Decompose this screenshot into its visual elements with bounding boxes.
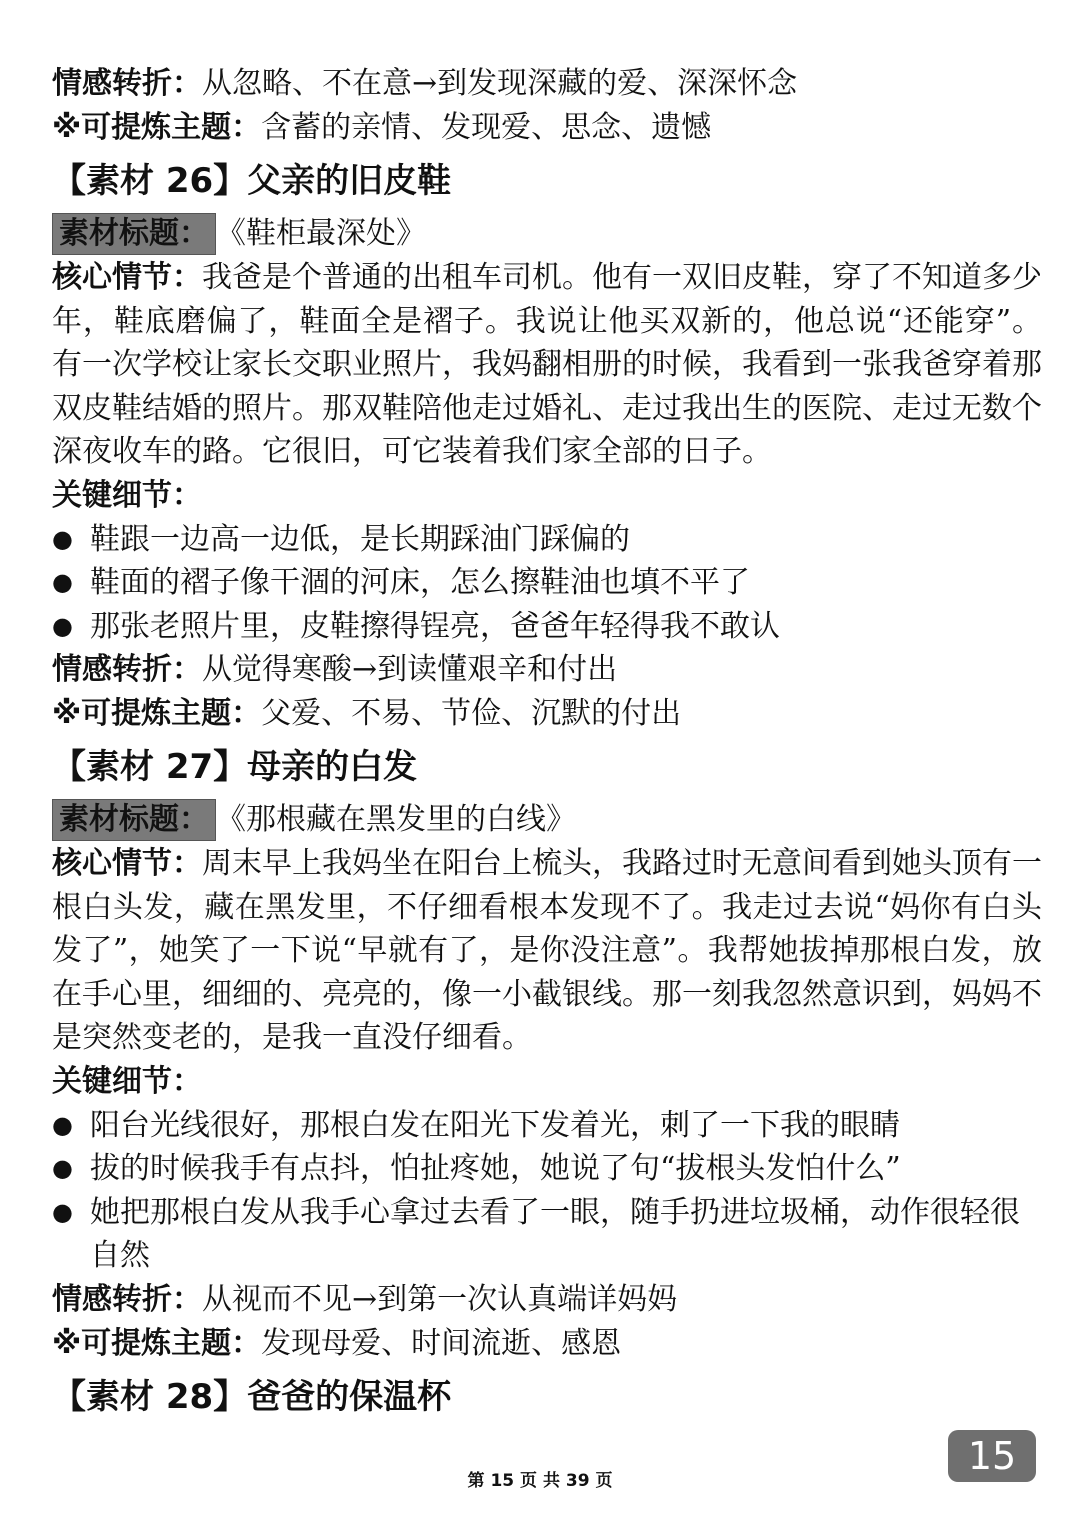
core-plot-text: 我爸是个普通的出租车司机。他有一双旧皮鞋，穿了不知道多少年，鞋底磨偏了，鞋面全是褶子。我说让他买双新的，他总说“还能穿”。有一次学校让家长交职业照片，我妈翻相册的时候，我看到一张我爸穿着那双皮鞋结婚的照片。那双鞋陪他走过婚礼、走过我出生的医院、走过无数个深夜收车的路。它很旧，可它装着我们家全部的日子。 xyxy=(52,260,1042,469)
theme-text: 发现母爱、时间流逝、感恩 xyxy=(261,1325,622,1361)
list-item-text: 阳台光线很好，那根白发在阳光下发着光，刺了一下我的眼睛 xyxy=(90,1107,900,1143)
bullet-icon: ● xyxy=(52,1197,73,1226)
material-28-heading: 【素材 28】爸爸的保温杯 xyxy=(52,1376,452,1417)
theme-label: ※可提炼主题： xyxy=(52,696,262,731)
material-title: 《鞋柜最深处》 xyxy=(216,216,426,251)
theme-label: ※可提炼主题： xyxy=(52,110,262,145)
emotion-turn-label: 情感转折： xyxy=(52,66,202,101)
list-item-text: 她把那根白发从我手心拿过去看了一眼，随手扔进垃圾桶，动作很轻很自然 xyxy=(90,1194,1020,1273)
material-27-heading: 【素材 27】母亲的白发 xyxy=(52,747,418,787)
core-plot-paragraph xyxy=(52,256,1042,474)
list-item-text: 拔的时候我手有点抖，怕扯疼她，她说了句“拔根头发怕什么” xyxy=(90,1151,901,1186)
theme-label: ※可提炼主题： xyxy=(52,1325,262,1361)
material-title-line xyxy=(52,212,1042,256)
core-plot-text: 周末早上我妈坐在阳台上梳头，我路过时无意间看到她头顶有一根白头发，藏在黑发里，不仔细看根本发现不了。我走过去说“妈你有白头发了”，她笑了一下说“早就有了，是你没注意”。我帮她拔掉那根白发，放在手心里，细细的、亮亮的，像一小截银线。那一刻我忽然意识到，妈妈不是突然变老的，是我一直没仔细看。 xyxy=(52,846,1042,1055)
key-details-label: 关键细节： xyxy=(52,477,202,513)
list-item-text: 鞋跟一边高一边低，是长期踩油门踩偏的 xyxy=(90,521,630,557)
emotion-turn-label: 情感转折： xyxy=(52,1281,202,1317)
list-item xyxy=(52,1191,1042,1278)
list-item xyxy=(52,605,1042,649)
emotion-turn-line xyxy=(52,648,1042,692)
list-item xyxy=(52,518,1042,562)
core-plot-label: 核心情节： xyxy=(52,260,202,295)
theme-text: 父爱、不易、节俭、沉默的付出 xyxy=(261,696,682,731)
list-item-text: 鞋面的褶子像干涸的河床，怎么擦鞋油也填不平了 xyxy=(90,565,750,600)
emotion-turn-line xyxy=(52,62,1042,106)
bullet-icon: ● xyxy=(52,611,73,640)
material-26-heading: 【素材 26】父亲的旧皮鞋 xyxy=(52,161,452,201)
core-plot-paragraph xyxy=(52,842,1042,1060)
list-item xyxy=(52,1147,1042,1191)
document-page xyxy=(52,62,1042,1428)
material-title: 《那根藏在黑发里的白线》 xyxy=(216,802,576,837)
emotion-turn-text: 从视而不见→到第一次认真端详妈妈 xyxy=(202,1281,678,1317)
list-item xyxy=(52,561,1042,605)
page-footer: 第 15 页 共 39 页 xyxy=(467,1471,613,1491)
theme-line xyxy=(52,1322,1042,1366)
bullet-icon: ● xyxy=(52,524,73,553)
theme-line xyxy=(52,106,1042,150)
core-plot-label: 核心情节： xyxy=(52,846,202,881)
theme-text: 含蓄的亲情、发现爱、思念、遗憾 xyxy=(261,110,712,145)
material-title-label: 素材标题： xyxy=(52,799,216,841)
emotion-turn-label: 情感转折： xyxy=(52,652,202,687)
page-number-badge: 15 xyxy=(948,1430,1036,1482)
emotion-turn-text: 从觉得寒酸→到读懂艰辛和付出 xyxy=(202,652,618,687)
bullet-icon: ● xyxy=(52,1110,73,1139)
material-title-line xyxy=(52,798,1042,842)
emotion-turn-line xyxy=(52,1278,1042,1322)
key-details-label: 关键细节： xyxy=(52,1063,202,1099)
list-item-text: 那张老照片里，皮鞋擦得锃亮，爸爸年轻得我不敢认 xyxy=(90,608,780,644)
list-item xyxy=(52,1104,1042,1148)
bullet-icon: ● xyxy=(52,568,73,596)
material-title-label: 素材标题： xyxy=(52,213,216,255)
bullet-icon: ● xyxy=(52,1154,73,1182)
theme-line xyxy=(52,692,1042,736)
emotion-turn-text: 从忽略、不在意→到发现深藏的爱、深深怀念 xyxy=(202,66,798,101)
